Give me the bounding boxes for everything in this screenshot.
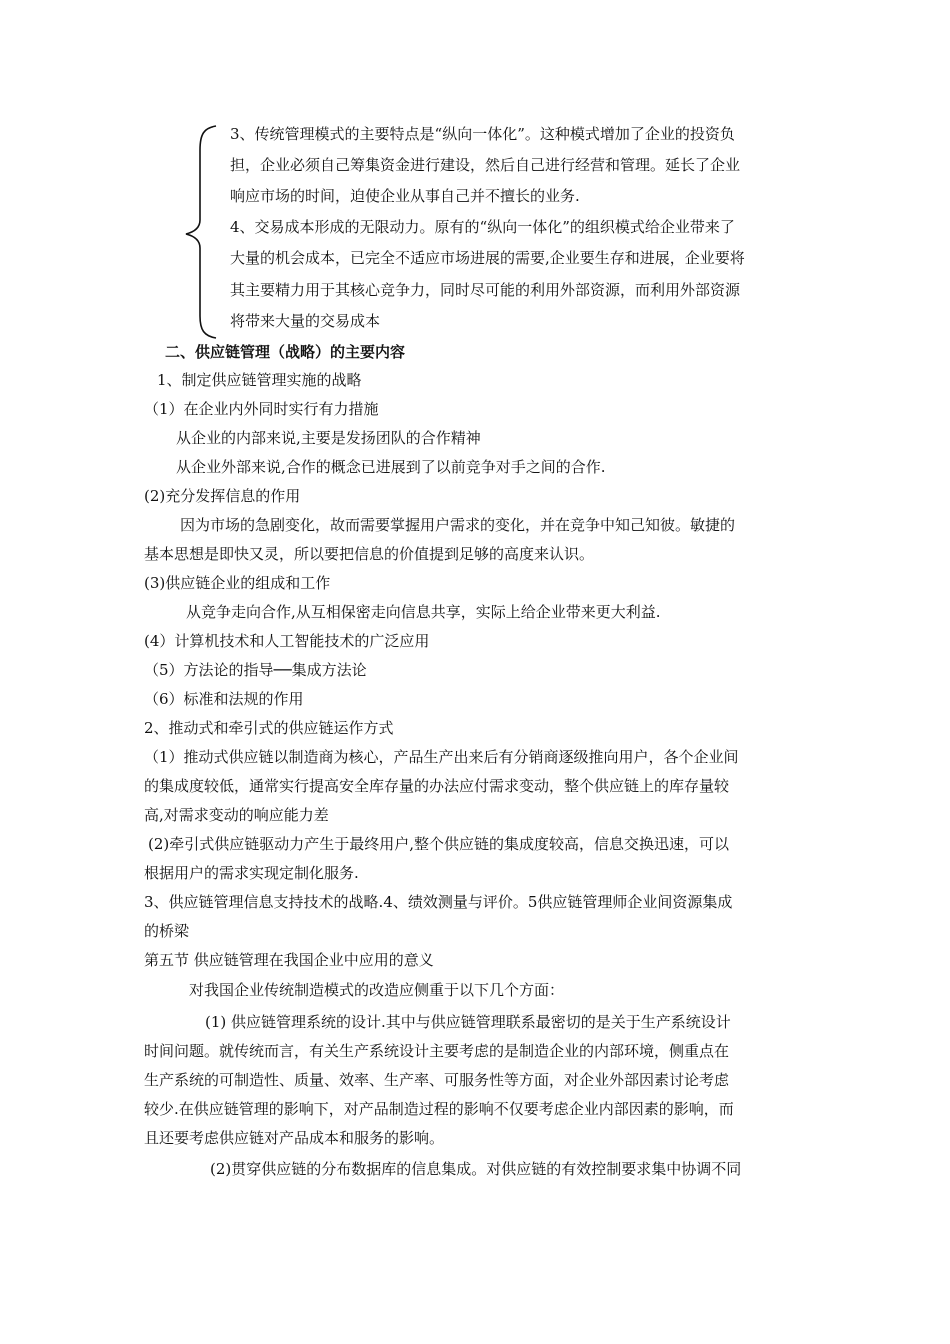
- paragraph-line: 4、交易成本形成的无限动力。原有的“纵向一体化”的组织模式给企业带来了: [230, 218, 735, 236]
- curly-brace-icon: [180, 124, 220, 340]
- subheading: 1、制定供应链管理实施的战略: [157, 371, 362, 389]
- paragraph-line: 的集成度较低，通常实行提高安全库存量的办法应付需求变动，整个供应链上的库存量较: [144, 777, 730, 795]
- paragraph-line: 3、传统管理模式的主要特点是“纵向一体化”。这种模式增加了企业的投资负: [230, 125, 735, 143]
- paragraph-line: 时间问题。就传统而言，有关生产系统设计主要考虑的是制造企业的内部环境，侧重点在: [144, 1042, 730, 1060]
- list-item: （5）方法论的指导──集成方法论: [144, 661, 367, 679]
- paragraph-line: (1) 供应链管理系统的设计.其中与供应链管理联系最密切的是关于生产系统设计: [205, 1013, 731, 1031]
- paragraph-line: 响应市场的时间，迫使企业从事自己并不擅长的业务.: [230, 187, 580, 205]
- paragraph-line: (2)牵引式供应链驱动力产生于最终用户,整个供应链的集成度较高，信息交换迅速，可以: [148, 835, 730, 853]
- paragraph-line: 将带来大量的交易成本: [230, 312, 381, 330]
- paragraph-line: 担，企业必须自己筹集资金进行建设，然后自己进行经营和管理。延长了企业: [230, 156, 741, 174]
- paragraph-line: 生产系统的可制造性、质量、效率、生产率、可服务性等方面，对企业外部因素讨论考虑: [144, 1071, 730, 1089]
- paragraph-line: 基本思想是即快又灵，所以要把信息的价值提到足够的高度来认识。: [144, 545, 595, 563]
- paragraph-line: 其主要精力用于其核心竞争力，同时尽可能的利用外部资源，而利用外部资源: [230, 281, 741, 299]
- paragraph-line: 且还要考虑供应链对产品成本和服务的影响。: [144, 1129, 445, 1147]
- section-heading: 二、供应链管理（战略）的主要内容: [165, 343, 406, 361]
- paragraph-line: 高,对需求变动的响应能力差: [144, 806, 329, 824]
- paragraph-line: 较少.在供应链管理的影响下，对产品制造过程的影响不仅要考虑企业内部因素的影响，而: [144, 1100, 734, 1118]
- paragraph-line: （1）推动式供应链以制造商为核心，产品生产出来后有分销商逐级推向用户，各个企业间: [144, 748, 739, 766]
- paragraph-line: (2)贯穿供应链的分布数据库的信息集成。对供应链的有效控制要求集中协调不同: [210, 1160, 742, 1178]
- paragraph-line: 3、供应链管理信息支持技术的战略.4、绩效测量与评价。5供应链管理师企业间资源集成: [144, 893, 733, 911]
- list-item: （1）在企业内外同时实行有力措施: [144, 400, 379, 418]
- paragraph-line: 根据用户的需求实现定制化服务.: [144, 864, 359, 882]
- paragraph-line: 大量的机会成本，已完全不适应市场进展的需要,企业要生存和进展，企业要将: [230, 249, 745, 267]
- section-title: 第五节 供应链管理在我国企业中应用的意义: [144, 951, 434, 969]
- paragraph-line: 从企业的内部来说,主要是发扬团队的合作精神: [176, 429, 481, 447]
- subheading: 2、推动式和牵引式的供应链运作方式: [144, 719, 394, 737]
- list-item: （6）标准和法规的作用: [144, 690, 304, 708]
- paragraph-line: 对我国企业传统制造模式的改造应侧重于以下几个方面：: [189, 981, 565, 999]
- list-item: (2)充分发挥信息的作用: [144, 487, 301, 505]
- list-item: (4）计算机技术和人工智能技术的广泛应用: [144, 632, 430, 650]
- list-item: (3)供应链企业的组成和工作: [144, 574, 331, 592]
- paragraph-line: 从竞争走向合作,从互相保密走向信息共享，实际上给企业带来更大利益.: [186, 603, 661, 621]
- paragraph-line: 的桥梁: [144, 922, 190, 940]
- paragraph-line: 从企业外部来说,合作的概念已进展到了以前竞争对手之间的合作.: [176, 458, 606, 476]
- paragraph-line: 因为市场的急剧变化，故而需要掌握用户需求的变化，并在竞争中知己知彼。敏捷的: [180, 516, 736, 534]
